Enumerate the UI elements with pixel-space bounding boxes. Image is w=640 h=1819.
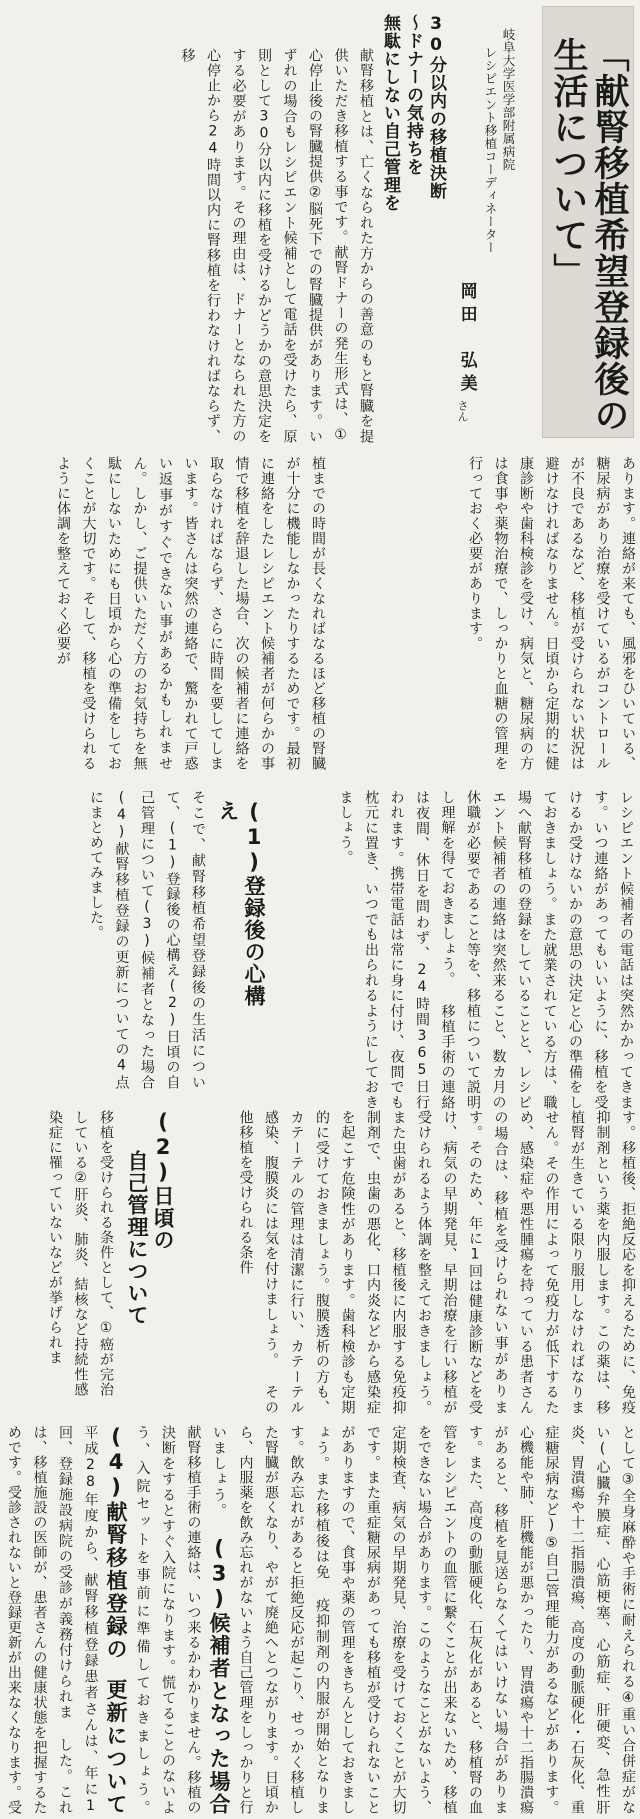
section-4-heading-line-2: 更新について [104, 1678, 128, 1816]
section-4-heading-line-1: (4)献腎移植登録の [104, 1425, 128, 1661]
lead-line-1: 30分以内の移植決断 [426, 14, 446, 200]
author-suffix: さん [455, 400, 469, 422]
section-2-medication: 疫抑制剤の内服が開始となります。飲み忘れがあると拒絶反応が起こり、せっかく移植した腎臓が悪くなり、やがて廃絶へとつながります。日頃から、内服薬を飲み忘れがないよう自己管理をしっかりと行いましょう。 [211, 1425, 330, 1816]
section-2-text-end: その他移植を受けられる条件 [237, 1110, 279, 1416]
section-4-text-continued: した。これは、移植施設の医師が、患者さんの健康状態を把握するためです。受診されないと登録更新が出来なくなります。受 [6, 1425, 73, 1816]
section-2-heading-line-2: 自己管理について [125, 1150, 149, 1326]
section-1-text-continued: けるか受けないかの意思の決定と心の準備をしておきましょう。また就業されている方は、職場へ献腎移植の登録をしていることと、レシピエント候補者の連絡は突然来ること、数カ月の休職が必要であること等を、移植について説明し理解を得ておきましょう。 [439, 790, 583, 1110]
lead-line-3: 無駄にしない自己管理を [380, 14, 400, 212]
section-3-heading: (3)候補者となった場合 [207, 1536, 231, 1815]
section-2-body [180, 1110, 640, 1415]
article-title: 「献腎移植希望登録後の生活について」 [548, 37, 629, 433]
intro-paragraph: 献腎移植とは、亡くなられた方からの善意のもと腎臓を提供いただき移植する事です。献腎ドナーの発生形式は、①心停止後の腎臓提供②脳死下での腎臓提供があります。いずれの場合もレシピエント候補として電話を受けたら、原則として30分以内に移植を受けるかどうかの意思決定をする必要があります。その理由は、ドナーとなられた方の心停止から24時間以内に腎移植を行わなければならず、移 [179, 48, 374, 444]
affiliation-line-2: レシピエント移植コーディネーター [483, 46, 498, 254]
section-1-heading: (1)登録後の心構え [216, 800, 266, 1007]
lead-line-2: ～ドナーの気持ちを [403, 14, 423, 176]
section-2-conditions: として③全身麻酔や手術に耐えられる④重い合併症がない(心臓弁膜症、心筋梗塞、心筋症、肝硬変、急性肝炎、胃潰瘍や十二指腸潰瘍、高度の動脈硬化・石灰化、重症糖尿病など)⑤自己管理能力があるなどがあります。心機能や肺、肝機能が悪かったり、胃潰瘍や十二指腸潰瘍があると、移植を見送らなくてはいけない場合があります。また、高度の動脈硬化、石灰化があると、移植腎の血管をレシピエントの血管に繋ぐことが出来ないため、移植をできない場合があります。このようなことがないよう、定期検査、病気の早期発見、治療を受けておくことが大切です。また重症糖尿病があっても移植が受けられないことがありますので、食事や薬の管理をきちんとしておきましょう。また移植後は免 [314, 1425, 636, 1815]
phone-instructions: 移植手術の連絡は夜間、休日を問わず、24時間365日行われます。携帯電話は常に身に付け、夜間でも枕元に置き、いつでも出られるようにしておきましょう。 [337, 790, 456, 1111]
section-2-text: す。移植後、拒絶反応を抑えるために、免疫抑制剤という薬を内服します。この薬は、移植腎が生きている限り服用しなければなりません。その作用によって免疫力が低下するため、感染症や悪性腫瘍を持っている患者さんの場合は、移植を受けられない事があります。そのため、年に1回は健康診断などを受け、病気の早期発見、早期治療を行い移植が受けられるよう体調を整えておきましょう。また虫歯があると、移植後に内服する免疫抑制剤で、虫歯の悪化、口内炎などから感染症を起こす危険性があります。歯科検診も定期的に受けておきましょう。腹膜透析の方も、カテーテルの管理は清潔に行い、カテーテル感染、腹膜炎には気を付けましょう。 [263, 1110, 636, 1415]
affiliation-line-1: 岐阜大学医学部附属病院 [501, 28, 516, 171]
section-1-body [248, 790, 638, 1110]
section-3-text: 献腎移植手術の連絡は、いつ来るかわかりません。移植の決断をするとすぐ入院になります。慌てることのないよう、入院セットを事前に準備しておきましょう。 [134, 1425, 202, 1815]
requirements-paragraph: あります。連絡が来ても、風邪をひいている、糖尿病があり治療を受けているがコントロールが不良であるなど、移植が受けられない状況は避けなければなりません。日頃から定期的に健康診断や歯科検診を受け、病気と、糖尿病の方は食事や薬物治療で、しっかりと血糖の管理を行っておく必要があります。 [467, 456, 636, 771]
continuation-paragraph-1: 植までの時間が長くなればなるほど移植の腎臓が十分に機能しなかったりするためです。最初に連絡をしたレシピエント候補者が何らかの事情で移植を辞退した場合、次の候補者に連絡を取らなければならず、さらに時間を要してしまいます。皆さんは突然の連絡で、驚かれて戸惑い返事がすぐできない事があるかもしれません。しかし、ご提供いただく方のお気持ちを無駄にしないためにも日頃から心の準備をしておくことが大切です。そして、移植を受けられるように体調を整えておく必要が [55, 456, 326, 771]
author-name: 岡田 弘美 [456, 282, 477, 397]
title-box [542, 6, 634, 438]
section-1-text: レシピエント候補者の電話は突然かかってきます。いつ連絡があってもいいように、移植を受 [592, 790, 634, 1110]
lower-band [0, 1425, 640, 1815]
section-2-intro: 移植を受けられる条件として、①癌が完治している②肝炎、肺炎、結核など持続性感染症に罹っていないなどが挙げられま [47, 1110, 114, 1397]
section-4-text: 平成28年度から、献腎移植登録患者さんは、年に1回、登録施設病院の受診が義務付けられま [57, 1425, 99, 1815]
summary-paragraph: そこで、献腎移植希望登録後の生活について、(1)登録後の心構え(2)日頃の自己管理について(3)候補者となった場合(4)献腎移植登録の更新についての4点にまとめてみました。 [88, 790, 206, 1090]
section-2-heading-line-1: (2)日頃の [151, 1110, 175, 1251]
